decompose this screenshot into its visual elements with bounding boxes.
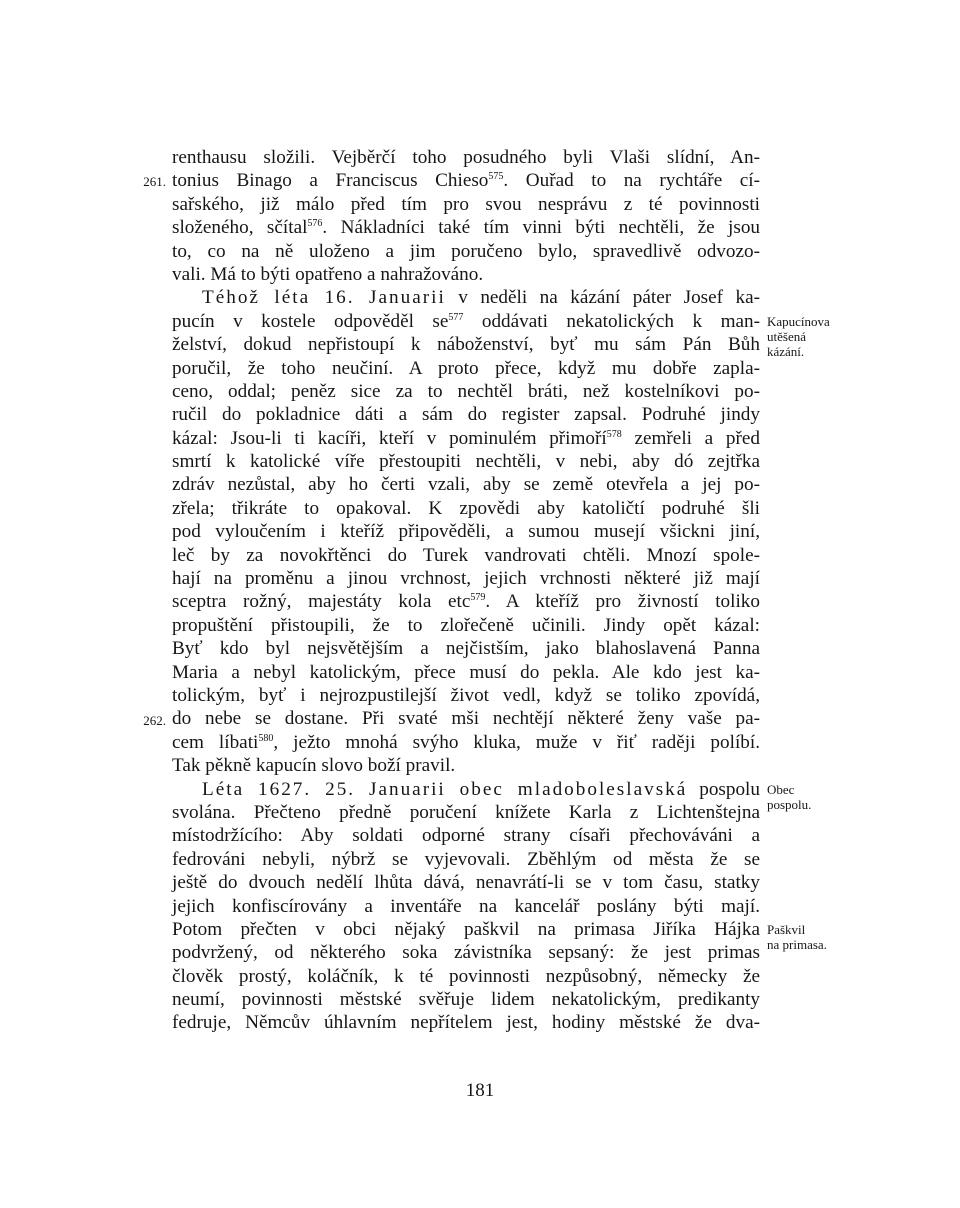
line-text: . Ouřad to na rychtáře cí- bbox=[503, 170, 760, 192]
line-text: složeného, sčítal bbox=[172, 217, 308, 239]
margin-note bbox=[767, 922, 877, 952]
text-line bbox=[172, 801, 760, 824]
text-line bbox=[172, 427, 760, 450]
text-line bbox=[172, 193, 760, 216]
line-text: v neděli na kázání páter Josef ka- bbox=[445, 287, 761, 309]
text-line bbox=[172, 895, 760, 918]
footnote-marker: 578 bbox=[606, 428, 622, 440]
text-line bbox=[172, 707, 760, 730]
footnote-marker: 575 bbox=[488, 171, 504, 183]
text-line bbox=[172, 310, 760, 333]
text-line bbox=[172, 567, 760, 590]
line-text: Byť kdo byl nejsvětějším a nejčistším, jako blahoslavená Panna bbox=[172, 638, 760, 660]
text-line bbox=[172, 169, 760, 192]
text-line bbox=[172, 520, 760, 543]
line-text: renthausu složili. Vejběrčí toho posudného byli Vlaši slídní, An- bbox=[172, 147, 760, 168]
margin-note-line: Paškvil bbox=[767, 922, 806, 938]
line-text: zdráv nezůstal, aby ho čerti vzali, aby se země otevřela a jej po- bbox=[172, 474, 760, 496]
line-text: pospolu bbox=[687, 778, 760, 800]
text-line bbox=[172, 357, 760, 380]
footnote-marker: 577 bbox=[448, 311, 464, 323]
text-line bbox=[172, 941, 760, 964]
text-line bbox=[172, 590, 760, 613]
margin-note bbox=[767, 782, 877, 812]
text-line bbox=[172, 146, 760, 169]
line-text: místodržícího: Aby soldati odporné strany císaři přechováváni a bbox=[172, 825, 760, 847]
line-text: do nebe se dostane. Při svaté mši nechtějí některé ženy vaše pa- bbox=[172, 708, 760, 730]
line-text: Maria a nebyl katolickým, přece musí do pekla. Ale kdo jest ka- bbox=[172, 661, 760, 683]
line-text: fedrováni nebyli, nýbrž se vyjevovali. Zběhlým od města že se bbox=[172, 848, 760, 870]
line-text: , ježto mnohá svýho kluka, muže v řiť raději políbí. bbox=[273, 731, 760, 753]
text-line bbox=[172, 684, 760, 707]
line-text: tonius Binago a Franciscus Chieso bbox=[172, 170, 489, 192]
text-line bbox=[172, 333, 760, 356]
text-line bbox=[172, 824, 760, 847]
line-text: propuštění přistoupili, že to zlořečeně učinili. Jindy opět kázal: bbox=[172, 614, 760, 636]
line-text: Tak pěkně kapucín slovo boží pravil. bbox=[172, 755, 456, 777]
text-line bbox=[172, 216, 760, 239]
text-line bbox=[172, 497, 760, 520]
text-line bbox=[172, 848, 760, 871]
text-line bbox=[172, 403, 760, 426]
line-text: zemřeli a před bbox=[621, 427, 760, 449]
text-line bbox=[172, 871, 760, 894]
margin-section-number: 261. bbox=[143, 174, 166, 190]
text-line bbox=[172, 918, 760, 941]
line-text: svolána. Přečteno předně poručení knížete Karla z Lichtenštejna bbox=[172, 801, 760, 823]
footnote-marker: 576 bbox=[307, 218, 323, 230]
margin-note-line: utěšená bbox=[767, 328, 806, 344]
line-text: želství, dokud nepřistoupí k náboženství, byť mu sám Pán Bůh bbox=[172, 334, 760, 356]
line-text: sařského, již málo před tím pro svou nesprávu z té povinnosti bbox=[172, 193, 760, 215]
line-text: to, co na ně uloženo a jim poručeno bylo, spravedlivě odvozo- bbox=[172, 240, 760, 262]
margin-section-number: 262. bbox=[143, 712, 166, 728]
line-text: ještě do dvouch nedělí lhůta dává, nenavrátí-li se v tom času, statky bbox=[172, 872, 760, 894]
line-text: . Nákladníci také tím vinni býti nechtěli, že jsou bbox=[322, 217, 761, 239]
margin-note-line: Kapucínova bbox=[767, 313, 830, 329]
text-line bbox=[172, 286, 760, 309]
line-text: ručil do pokladnice dáti a sám do register zapsal. Podruhé jindy bbox=[172, 404, 760, 426]
spaced-date-text: Téhož léta 16. Januarii bbox=[202, 287, 446, 309]
spaced-date-text: Léta 1627. 25. Januarii obec mladoboleslavská bbox=[202, 778, 688, 800]
line-text: jejich konfiscírovány a inventáře na kancelář poslány býti mají. bbox=[172, 895, 760, 917]
text-line bbox=[172, 380, 760, 403]
margin-note-line: pospolu. bbox=[767, 796, 812, 812]
line-text: poručil, že toho neučiní. A proto přece, když mu dobře zapla- bbox=[172, 357, 760, 379]
footnote-marker: 579 bbox=[470, 592, 486, 604]
line-text: neumí, povinnosti městské svěřuje lidem nekatolickým, predikanty bbox=[172, 989, 760, 1011]
text-line bbox=[172, 661, 760, 684]
line-text: hají na proměnu a jinou vrchnost, jejich vrchnosti některé již mají bbox=[172, 568, 760, 590]
margin-note-line: Obec bbox=[767, 781, 795, 797]
line-text: smrtí k katolické víře přestoupiti nechtěli, v nebi, aby dó zejtřka bbox=[172, 451, 760, 473]
text-line bbox=[172, 263, 760, 286]
line-text: vali. Má to býti opatřeno a nahražováno. bbox=[172, 263, 484, 285]
text-line bbox=[172, 637, 760, 660]
text-line bbox=[172, 450, 760, 473]
line-text: zřela; třikráte to opakoval. K zpovědi aby katoličtí podruhé šli bbox=[172, 497, 760, 519]
line-text: cem líbati bbox=[172, 731, 259, 753]
text-line bbox=[172, 731, 760, 754]
line-text: oddávati nekatolických k man- bbox=[463, 310, 760, 332]
text-line bbox=[172, 778, 760, 801]
line-text: leč by za novokřtěnci do Turek vandrovati chtěli. Mnozí spole- bbox=[172, 544, 760, 566]
text-line bbox=[172, 1011, 760, 1034]
line-text: . A kteříž pro živností toliko bbox=[485, 591, 760, 613]
margin-note-line: na primasa. bbox=[767, 937, 827, 953]
line-text: kázal: Jsou-li ti kacíři, kteří v pominulém přimoří bbox=[172, 427, 607, 449]
line-text: ceno, oddal; peněz sice za to nechtěl bráti, než kostelníkovi po- bbox=[172, 380, 760, 402]
line-text: pod vyloučením i kteříž připověděli, a sumou musejí všickni jiní, bbox=[172, 521, 760, 543]
footnote-marker: 580 bbox=[258, 732, 274, 744]
margin-note bbox=[767, 314, 877, 359]
text-line bbox=[172, 473, 760, 496]
text-line bbox=[172, 240, 760, 263]
text-line bbox=[172, 614, 760, 637]
line-text: pucín v kostele odpověděl se bbox=[172, 310, 449, 332]
text-line bbox=[172, 754, 760, 777]
text-line bbox=[172, 965, 760, 988]
line-text: fedruje, Němcův úhlavním nepřítelem jest, hodiny městské že dva- bbox=[172, 1012, 760, 1034]
text-line bbox=[172, 544, 760, 567]
line-text: tolickým, byť i nejrozpustilejší život vedl, když se toliko zpovídá, bbox=[172, 684, 760, 706]
main-text-block bbox=[172, 146, 760, 1035]
margin-note-line: kázání. bbox=[767, 343, 805, 359]
line-text: člověk prostý, koláčník, k té povinnosti nezpůsobný, německy že bbox=[172, 965, 760, 987]
line-text: podvržený, od některého soka závistníka sepsaný: že jest primas bbox=[172, 942, 760, 964]
line-text: sceptra rožný, majestáty kola etc bbox=[172, 591, 471, 613]
text-line bbox=[172, 988, 760, 1011]
page-number: 181 bbox=[465, 1080, 495, 1101]
line-text: Potom přečten v obci nějaký paškvil na primasa Jiříka Hájka bbox=[172, 918, 760, 940]
